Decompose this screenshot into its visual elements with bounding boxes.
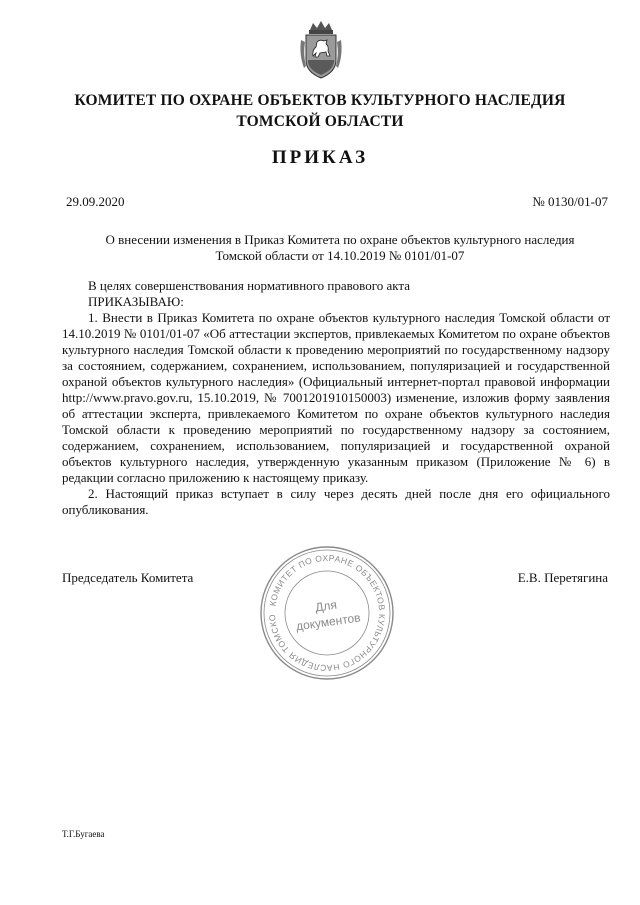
order-item-1: 1. Внести в Приказ Комитета по охране объектов культурного наследия Томской области от 14.10.2019 № 0101/01-07 «Об аттестации экспертов, привлекаемых Комитетом по охране объектов культурного наследия Томской области к проведению мероприятий по государственному надзору за состоянием, содержанием, сохранением, использованием, популяризацией и государственной охраной объектов культурного наследия» (Официальный интернет-портал правовой информации http://www.pravo.gov.ru, 15.10.2019, № 7001201910150003) изменение, изложив форму заявления об аттестации эксперта, привлекаемого Комитетом по охране объектов культурного наследия Томской области к проведению мероприятий по государственному надзору за состоянием, содержанием, сохранением, использованием, популяризацией и государственной охраной объектов культурного наследия, утвержденную указанным приказом (Приложение № 6) в редакции согласно приложению к настоящему приказу. — [62, 310, 610, 485]
document-date: 29.09.2020 — [66, 194, 125, 209]
document-title: ПРИКАЗ — [271, 147, 369, 168]
document-body — [62, 278, 610, 518]
tomsk-coat-of-arms-icon — [298, 20, 344, 80]
signer-title: Председатель Комитета — [62, 570, 194, 585]
organization-name-line2: ТОМСКОЙ ОБЛАСТИ — [236, 113, 404, 130]
executor-name: Т.Г.Бугаева — [62, 829, 105, 839]
signer-name: Е.В. Перетягина — [517, 570, 608, 585]
document-subject — [60, 232, 620, 264]
order-word: ПРИКАЗЫВАЮ: — [88, 294, 184, 309]
organization-name-line1: КОМИТЕТ ПО ОХРАНЕ ОБЪЕКТОВ КУЛЬТУРНОГО НАСЛЕДИЯ — [74, 92, 566, 109]
official-seal-stamp — [258, 544, 396, 682]
document-number: № 0130/01-07 — [532, 194, 608, 209]
order-item-2: 2. Настоящий приказ вступает в силу через десять дней после дня его официального опубликования. — [62, 486, 610, 517]
purpose-text: В целях совершенствования нормативного правового акта — [88, 278, 411, 293]
subject-line2: Томской области от 14.10.2019 № 0101/01-07 — [215, 248, 465, 263]
stamp-center-line2: документов — [295, 610, 362, 634]
stamp-ring-text: КОМИТЕТ ПО ОХРАНЕ ОБЪЕКТОВ КУЛЬТУРНОГО НАСЛЕДИЯ ТОМСКО — [266, 552, 388, 674]
stamp-center-line1: Для — [314, 597, 338, 615]
subject-line1: О внесении изменения в Приказ Комитета по охране объектов культурного наследия — [105, 232, 575, 247]
